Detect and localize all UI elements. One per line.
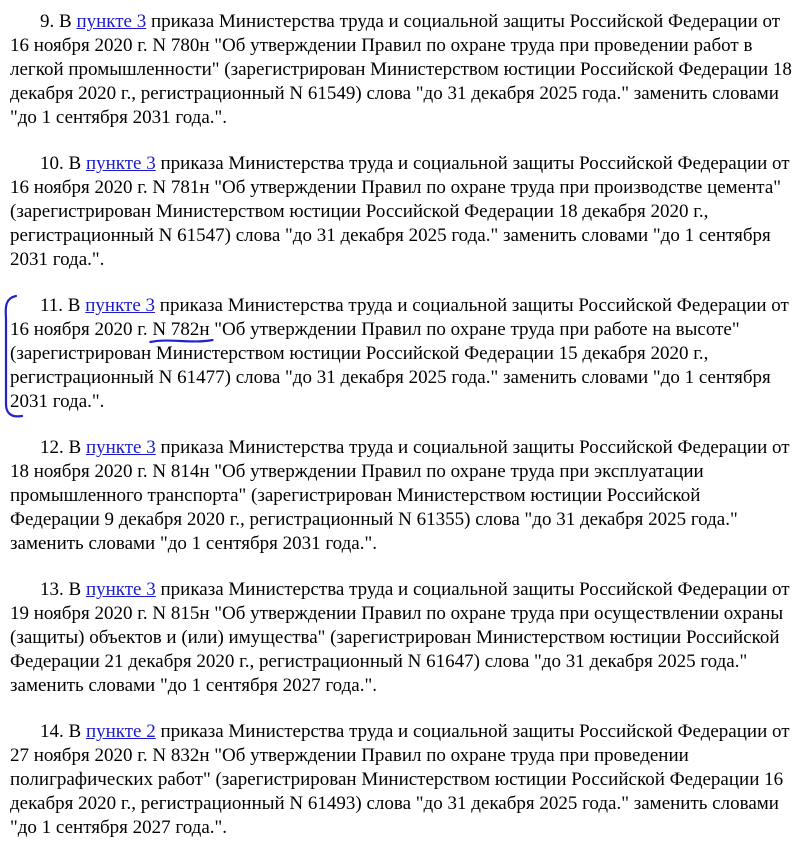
link-punkt[interactable]: пункте 2	[85, 721, 156, 742]
paragraph-14	[10, 720, 792, 840]
paragraph-number: 9.	[40, 11, 55, 32]
paragraph-text: В	[63, 721, 86, 742]
link-punkt[interactable]: пункте 3	[85, 437, 156, 458]
paragraph-number: 13.	[40, 579, 64, 600]
paragraph-text: приказа Министерства труда и социальной защиты Российской Федерации от 18 ноября 2020 г. N 814н "Об утверждении Правил по охране труда при эксплуатации промышленного транспорта" (зарегистрирован Министерством юстиции Российской Федерации 9 декабря 2020 г., регистрационный N 61355) слова "до 31 декабря 2025 года." заменить словами "до 1 сентября 2031 года.".	[10, 437, 790, 554]
paragraph-number: 12.	[40, 437, 64, 458]
document-body	[10, 10, 792, 862]
paragraph-text: В	[63, 153, 86, 174]
paragraph-10	[10, 152, 792, 272]
paragraph-text: В	[54, 11, 77, 32]
order-number-underlined: N 782н	[152, 319, 210, 340]
paragraph-number: 10.	[40, 153, 64, 174]
paragraph-text: В	[63, 579, 86, 600]
paragraph-text: "Об утверждении Правил по охране труда при работе на высоте" (зарегистрирован Министерством юстиции Российской Федерации 15 декабря 2020 г., регистрационный N 61477) слова "до 31 декабря 2025 года." заменить словами "до 1 сентября 2031 года.".	[10, 319, 771, 412]
link-punkt[interactable]: пункте 3	[85, 153, 156, 174]
link-punkt[interactable]: пункте 3	[85, 295, 156, 316]
paragraph-text: приказа Министерства труда и социальной защиты Российской Федерации от 16 ноября 2020 г.	[10, 295, 789, 340]
paragraph-12	[10, 436, 792, 556]
link-punkt[interactable]: пункте 3	[76, 11, 147, 32]
paragraph-11	[10, 294, 792, 414]
paragraph-number: 11.	[40, 295, 64, 316]
paragraph-text: приказа Министерства труда и социальной защиты Российской Федерации от 16 ноября 2020 г. N 780н "Об утверждении Правил по охране труда при проведении работ в легкой промышленности" (зарегистрирован Министерством юстиции Российской Федерации 18 декабря 2020 г., регистрационный N 61549) слова "до 31 декабря 2025 года." заменить словами "до 1 сентября 2031 года.".	[10, 11, 792, 128]
paragraph-text: приказа Министерства труда и социальной защиты Российской Федерации от 16 ноября 2020 г. N 781н "Об утверждении Правил по охране труда при производстве цемента" (зарегистрирован Министерством юстиции Российской Федерации 18 декабря 2020 г., регистрационный N 61547) слова "до 31 декабря 2025 года." заменить словами "до 1 сентября 2031 года.".	[10, 153, 790, 270]
paragraph-text: В	[63, 295, 86, 316]
paragraph-9	[10, 10, 792, 130]
paragraph-13	[10, 578, 792, 698]
paragraph-text: В	[63, 437, 86, 458]
link-punkt[interactable]: пункте 3	[85, 579, 156, 600]
paragraph-text: приказа Министерства труда и социальной защиты Российской Федерации от 27 ноября 2020 г. N 832н "Об утверждении Правил по охране труда при проведении полиграфических работ" (зарегистрирован Министерством юстиции Российской Федерации 16 декабря 2020 г., регистрационный N 61493) слова "до 31 декабря 2025 года." заменить словами "до 1 сентября 2027 года.".	[10, 721, 790, 838]
paragraph-text: приказа Министерства труда и социальной защиты Российской Федерации от 19 ноября 2020 г. N 815н "Об утверждении Правил по охране труда при осуществлении охраны (защиты) объектов и (или) имущества" (зарегистрирован Министерством юстиции Российской Федерации 21 декабря 2020 г., регистрационный N 61647) слова "до 31 декабря 2025 года." заменить словами "до 1 сентября 2027 года.".	[10, 579, 790, 696]
paragraph-number: 14.	[40, 721, 64, 742]
